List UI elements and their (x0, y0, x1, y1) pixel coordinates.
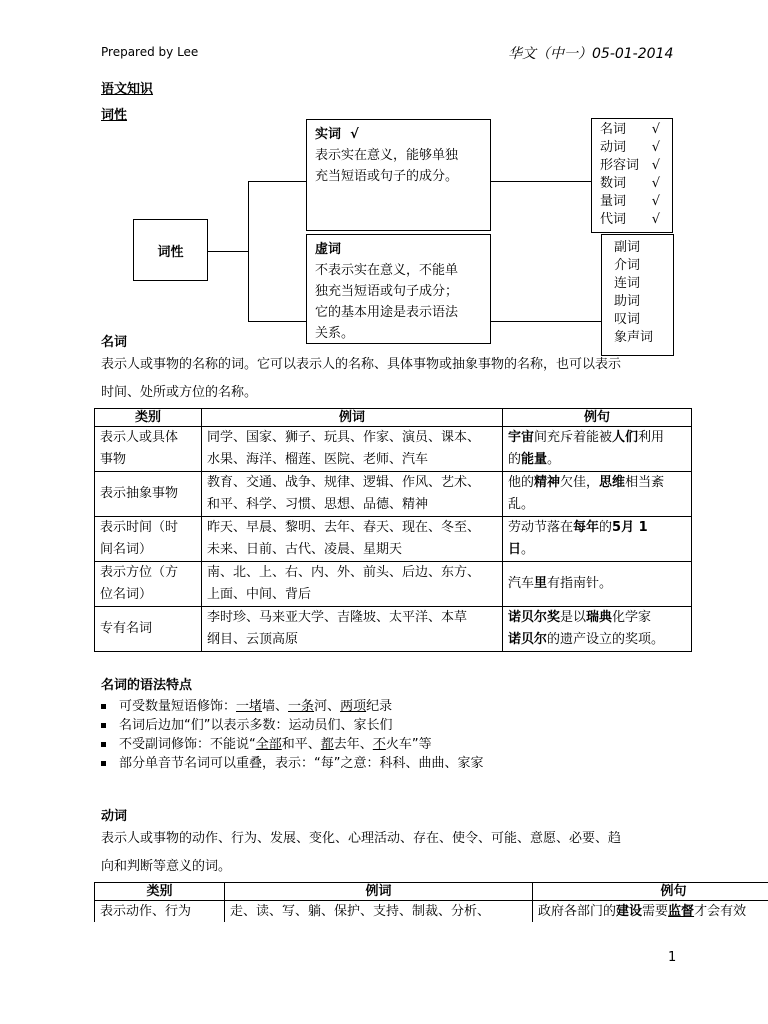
example-sentence-cell: 他的精神欠佳，思维相当紊 乱。 (503, 472, 692, 517)
example-words-cell: 教育、交通、战争、规律、逻辑、作风、艺术、 和平、科学、习惯、思想、品德、精神 (202, 472, 503, 517)
table-row (95, 472, 692, 517)
example-words-cell: 同学、国家、狮子、玩具、作家、演员、课本、 水果、海洋、榴莲、医院、老师、汽车 (202, 427, 503, 472)
xuci-list-item: 象声词 (614, 330, 654, 345)
list-item: 可受数量短语修饰：一堵墙、一条河、两项纪录 (101, 697, 483, 716)
example-words-cell: 昨天、早晨、黎明、去年、春天、现在、冬至、 未来、日前、古代、凌晨、星期天 (202, 517, 503, 562)
connector-line (248, 181, 249, 322)
xuci-list-item: 连词 (614, 276, 641, 291)
category-cell: 表示抽象事物 (95, 472, 202, 517)
table-header: 例句 (533, 883, 768, 901)
xuci-desc-line: 不表示实在意义，不能单 (315, 263, 459, 278)
shici-list-item: 数词 √ (600, 176, 660, 191)
connector-line (248, 321, 306, 322)
xuci-desc-line: 关系。 (315, 326, 355, 341)
list-item: 不受副词修饰：不能说“全部和平、都去年、不火车”等 (101, 735, 483, 754)
check-icon: √ (651, 194, 660, 209)
check-icon: √ (651, 158, 660, 173)
xuci-box (306, 234, 491, 344)
check-icon: √ (651, 122, 660, 137)
example-words-cell: 南、北、上、右、内、外、前头、后边、东方、 上面、中间、背后 (202, 562, 503, 607)
table-header: 类别 (95, 409, 202, 427)
table-row (95, 427, 692, 472)
check-icon: √ (651, 176, 660, 191)
table-row (95, 562, 692, 607)
xuci-title: 虚词 (315, 242, 342, 257)
list-item: 名词后边加“们”以表示多数：运动员们、家长们 (101, 716, 483, 735)
category-cell: 表示动作、行为 (95, 901, 225, 923)
shici-list-item: 形容词 √ (600, 158, 660, 173)
category-cell: 表示方位（方 位名词） (95, 562, 202, 607)
check-icon: √ (651, 140, 660, 155)
shici-desc-line: 充当短语或句子的成分。 (315, 169, 459, 184)
connector-line (208, 251, 248, 252)
shici-list-item: 量词 √ (600, 194, 660, 209)
shici-list-item: 名词 √ (600, 122, 660, 137)
shici-box (306, 119, 491, 231)
category-cell: 专有名词 (95, 607, 202, 652)
table-row (95, 607, 692, 652)
category-cell: 表示时间（时 间名词） (95, 517, 202, 562)
shici-title: 实词 (315, 127, 342, 142)
shici-desc-line: 表示实在意义，能够单独 (315, 148, 459, 163)
list-item: 部分单音节名词可以重叠，表示：“每”之意：科科、曲曲、家家 (101, 754, 483, 773)
diagram-root-box (133, 219, 208, 281)
author-label: Prepared by Lee (101, 45, 199, 59)
example-sentence-cell: 诺贝尔奖是以瑞典化学家 诺贝尔的遗产设立的奖项。 (503, 607, 692, 652)
table-header: 例词 (202, 409, 503, 427)
verb-heading: 动词 (101, 809, 128, 824)
example-sentence-cell: 劳动节落在每年的5月 1 日。 (503, 517, 692, 562)
connector-line (248, 181, 306, 182)
connector-line (490, 181, 591, 182)
document-title: 语文知识 (101, 82, 154, 97)
diagram-root-label: 词性 (157, 244, 184, 260)
example-sentence-cell: 宇宙间充斥着能被人们利用 的能量。 (503, 427, 692, 472)
verb-table (94, 882, 768, 922)
category-cell: 表示人或具体 事物 (95, 427, 202, 472)
noun-table (94, 408, 692, 652)
xuci-list-item: 叹词 (614, 312, 641, 327)
shici-list-item: 动词 √ (600, 140, 660, 155)
check-icon: √ (651, 212, 660, 227)
shici-list-box (591, 118, 673, 233)
verb-table-clip (94, 882, 768, 922)
xuci-list-box (601, 234, 674, 356)
shici-list-item: 代词 √ (600, 212, 660, 227)
noun-features-heading: 名词的语法特点 (101, 678, 193, 693)
check-icon: √ (350, 127, 359, 142)
verb-description: 表示人或事物的动作、行为、发展、变化、心理活动、存在、使令、可能、意愿、必要、趋 向和判断等意义的词。 (101, 831, 622, 874)
table-header: 例句 (503, 409, 692, 427)
example-words-cell: 李时珍、马来亚大学、吉隆坡、太平洋、本草 纲目、云顶高原 (202, 607, 503, 652)
noun-description: 表示人或事物的名称的词。它可以表示人的名称、具体事物或抽象事物的名称，也可以表示 时间、处所或方位的名称。 (101, 357, 622, 400)
class-date-label: 华文（中一）05-01-2014 (508, 46, 674, 62)
noun-heading: 名词 (101, 335, 128, 350)
example-sentence-cell: 政府各部门的建设需要监督才会有效 (533, 901, 768, 923)
xuci-list-item: 副词 (614, 240, 641, 255)
table-header: 例词 (225, 883, 533, 901)
example-sentence-cell: 汽车里有指南针。 (503, 562, 692, 607)
xuci-list-item: 助词 (614, 294, 641, 309)
xuci-desc-line: 独充当短语或句子成分； (315, 284, 459, 299)
table-row (95, 517, 692, 562)
table-row (95, 901, 768, 923)
section-title-cixing: 词性 (101, 108, 128, 123)
page-number: 1 (668, 950, 677, 965)
xuci-desc-line: 它的基本用途是表示语法 (315, 305, 459, 320)
xuci-list-item: 介词 (614, 258, 641, 273)
noun-features-list (101, 697, 483, 773)
table-header: 类别 (95, 883, 225, 901)
example-words-cell: 走、读、写、躺、保护、支持、制裁、分析、 (225, 901, 533, 923)
connector-line (490, 321, 601, 322)
